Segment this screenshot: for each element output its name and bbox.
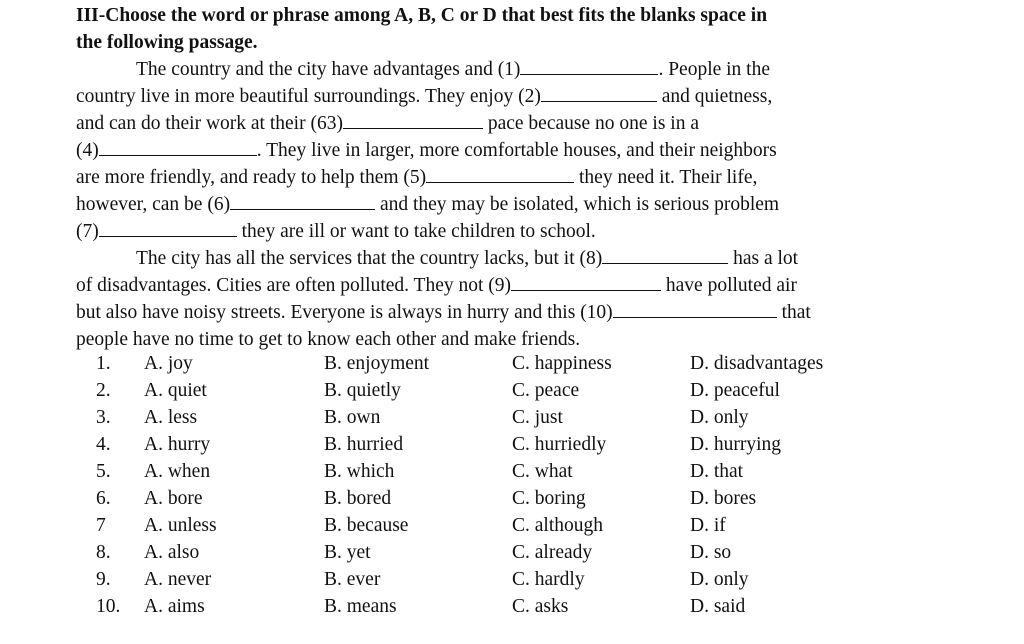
- passage-text: . They live in larger, more comfortable houses, and their neighbors: [256, 140, 777, 161]
- option-a: A. bore: [144, 488, 203, 509]
- option-c: C. just: [512, 407, 563, 428]
- passage-text: has a lot: [728, 248, 799, 269]
- option-a: A. aims: [144, 596, 205, 617]
- option-d: D. bores: [690, 488, 757, 509]
- heading-line-2: the following passage.: [76, 32, 258, 53]
- question-row-6: [96, 485, 996, 512]
- passage-text: and quietness,: [656, 86, 773, 107]
- exercise-heading: [76, 2, 976, 56]
- worksheet-page: [76, 2, 976, 353]
- question-row-5: [96, 458, 996, 485]
- passage-text: country live in more beautiful surroundings. They enjoy (2): [76, 86, 541, 107]
- option-d: D. only: [690, 407, 749, 428]
- option-c: C. hardly: [512, 569, 585, 590]
- option-c: C. hurriedly: [512, 434, 607, 455]
- option-d: D. peaceful: [690, 380, 780, 401]
- option-d: D. hurrying: [690, 434, 781, 455]
- passage-line: [76, 272, 976, 299]
- passage-text: The country and the city have advantages and (1): [136, 59, 521, 80]
- option-a: A. also: [144, 542, 200, 563]
- passage-line: [76, 56, 976, 83]
- blank-10: [613, 300, 777, 318]
- passage-line: [76, 326, 976, 353]
- option-b: B. bored: [324, 488, 392, 509]
- option-b: B. ever: [324, 569, 381, 590]
- blank-2: [541, 84, 657, 102]
- passage-text: however, can be (6): [76, 194, 231, 215]
- option-b: B. because: [324, 515, 409, 536]
- question-row-4: [96, 431, 996, 458]
- option-c: C. boring: [512, 488, 586, 509]
- blank-4: [99, 138, 257, 156]
- passage-paragraph-1: [76, 56, 976, 245]
- question-row-9: [96, 566, 996, 593]
- passage-text: and they may be isolated, which is serious problem: [375, 194, 780, 215]
- passage-line: [76, 83, 976, 110]
- question-number: 6.: [96, 488, 111, 509]
- question-number: 7: [96, 515, 106, 536]
- question-row-8: [96, 539, 996, 566]
- question-number: 1.: [96, 353, 111, 374]
- passage-text: are more friendly, and ready to help them (5): [76, 167, 427, 188]
- option-b: B. which: [324, 461, 395, 482]
- option-a: A. joy: [144, 353, 193, 374]
- question-number: 3.: [96, 407, 111, 428]
- passage-text: . People in the: [658, 59, 771, 80]
- answer-options: [96, 350, 996, 620]
- passage-text: (7): [76, 221, 99, 242]
- question-number: 2.: [96, 380, 111, 401]
- question-number: 8.: [96, 542, 111, 563]
- passage-text: (4): [76, 140, 99, 161]
- passage-line: [76, 164, 976, 191]
- option-b: B. hurried: [324, 434, 404, 455]
- blank-5: [426, 165, 574, 183]
- heading-line-1: III-Choose the word or phrase among A, B, C or D that best fits the blanks space in: [76, 5, 768, 26]
- blank-8: [602, 246, 728, 264]
- option-a: A. unless: [144, 515, 217, 536]
- option-d: D. if: [690, 515, 726, 536]
- blank-3: [343, 111, 483, 129]
- passage-line: [76, 191, 976, 218]
- passage-line: [76, 299, 976, 326]
- passage-text: people have no time to get to know each other and make friends.: [76, 329, 581, 350]
- question-row-10: [96, 593, 996, 620]
- option-d: D. disadvantages: [690, 353, 824, 374]
- blank-9: [511, 273, 661, 291]
- option-a: A. quiet: [144, 380, 207, 401]
- question-number: 9.: [96, 569, 111, 590]
- passage-text: they need it. Their life,: [574, 167, 758, 188]
- option-b: B. means: [324, 596, 397, 617]
- blank-6: [230, 192, 375, 210]
- passage-text: and can do their work at their (63): [76, 113, 343, 134]
- question-row-7: [96, 512, 996, 539]
- passage-text: have polluted air: [661, 275, 797, 296]
- option-c: C. already: [512, 542, 593, 563]
- option-b: B. enjoyment: [324, 353, 430, 374]
- option-c: C. what: [512, 461, 573, 482]
- question-number: 10.: [96, 596, 121, 617]
- option-b: B. quietly: [324, 380, 401, 401]
- passage-paragraph-2: [76, 245, 976, 353]
- option-c: C. peace: [512, 380, 580, 401]
- passage-text: The city has all the services that the country lacks, but it (8): [136, 248, 603, 269]
- passage-text: pace because no one is in a: [482, 113, 699, 134]
- passage-text: that: [776, 302, 811, 323]
- option-a: A. hurry: [144, 434, 211, 455]
- option-a: A. less: [144, 407, 198, 428]
- option-d: D. that: [690, 461, 744, 482]
- passage-line: [76, 218, 976, 245]
- question-row-3: [96, 404, 996, 431]
- passage-text: of disadvantages. Cities are often polluted. They not (9): [76, 275, 512, 296]
- question-row-1: [96, 350, 996, 377]
- question-number: 4.: [96, 434, 111, 455]
- blank-7: [99, 219, 237, 237]
- option-c: C. although: [512, 515, 603, 536]
- question-number: 5.: [96, 461, 111, 482]
- passage-text: but also have noisy streets. Everyone is always in hurry and this (10): [76, 302, 613, 323]
- blank-1: [520, 57, 658, 75]
- option-d: D. said: [690, 596, 746, 617]
- question-row-2: [96, 377, 996, 404]
- option-a: A. never: [144, 569, 212, 590]
- option-b: B. yet: [324, 542, 371, 563]
- option-c: C. asks: [512, 596, 569, 617]
- option-c: C. happiness: [512, 353, 612, 374]
- passage-text: they are ill or want to take children to school.: [236, 221, 596, 242]
- option-a: A. when: [144, 461, 211, 482]
- option-b: B. own: [324, 407, 381, 428]
- option-d: D. only: [690, 569, 749, 590]
- option-d: D. so: [690, 542, 732, 563]
- passage-line: [76, 245, 976, 272]
- passage-line: [76, 137, 976, 164]
- passage-line: [76, 110, 976, 137]
